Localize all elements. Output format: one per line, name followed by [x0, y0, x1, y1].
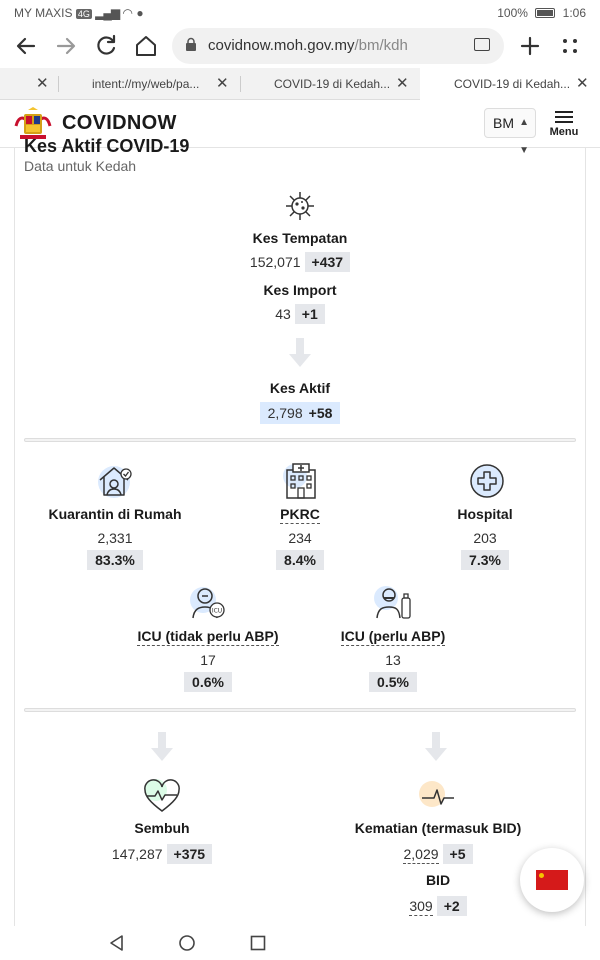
section-subtitle: Data untuk Kedah: [24, 158, 137, 174]
hospital-block: [410, 506, 560, 570]
icu-ventilator-value: 13: [385, 652, 401, 668]
recovered-block: [72, 820, 252, 864]
active-cases-box: [260, 402, 341, 424]
hospital-value: 203: [473, 530, 497, 546]
signal-icon: ▂▄▆: [95, 6, 120, 20]
battery-icon: [535, 8, 555, 18]
home-quarantine-value: 2,331: [97, 530, 133, 546]
icu-ventilator-icon: [374, 584, 414, 622]
section-divider: [24, 708, 576, 712]
active-cases-delta: +58: [308, 405, 333, 421]
pkrc-value: 234: [288, 530, 312, 546]
url-host: covidnow.moh.gov.my: [208, 37, 355, 54]
tab-label: intent://my/web/pa...: [92, 77, 200, 91]
pkrc-block: [220, 506, 380, 570]
tab-label: COVID-19 di Kedah...: [274, 77, 391, 91]
local-cases-label: Kes Tempatan: [252, 230, 348, 246]
local-cases-value: 152,071: [249, 254, 301, 270]
tab-2[interactable]: [58, 68, 240, 100]
address-bar[interactable]: [172, 28, 504, 64]
network-badge: 4G: [77, 9, 90, 19]
tab-strip: [0, 68, 600, 100]
home-quarantine-block: [30, 506, 200, 570]
message-icon: ●: [136, 6, 144, 20]
home-quarantine-percent: 83.3%: [87, 550, 143, 570]
browser-toolbar: [0, 24, 600, 68]
icu-ventilator-percent: 0.5%: [369, 672, 417, 692]
recovered-delta: +375: [167, 844, 213, 864]
section-divider: [24, 438, 576, 442]
menu-label: Menu: [549, 126, 579, 138]
url-text: [208, 37, 408, 54]
section-title: Kes Aktif COVID-19: [24, 136, 190, 156]
deaths-value[interactable]: 2,029: [403, 846, 439, 862]
icu-no-ventilator-percent: 0.6%: [184, 672, 232, 692]
bid-block: [338, 872, 538, 916]
arrow-down-icon: [288, 338, 312, 368]
battery-level: 100%: [497, 6, 528, 20]
wifi-icon: ◠: [122, 6, 133, 20]
content-area: [0, 136, 600, 926]
system-nav-bar: [0, 926, 600, 960]
hospital-percent: 7.3%: [461, 550, 509, 570]
icu-no-ventilator-value: 17: [200, 652, 216, 668]
home-quarantine-label: Kuarantin di Rumah: [48, 506, 182, 522]
icu-ventilator-block: [318, 628, 468, 692]
svg-text:ICU: ICU: [211, 607, 223, 615]
forward-arrow-icon[interactable]: [50, 30, 82, 62]
close-icon[interactable]: ✕: [216, 75, 229, 92]
heart-pulse-icon: [142, 778, 182, 814]
tab-4-active[interactable]: [420, 68, 600, 100]
recovered-value: 147,287: [111, 846, 163, 862]
home-quarantine-icon: [96, 462, 134, 500]
import-cases-block: [200, 282, 400, 324]
menu-button[interactable]: [546, 108, 582, 138]
bid-value[interactable]: 309: [409, 898, 433, 914]
import-cases-value: 43: [275, 306, 291, 322]
brand-name[interactable]: COVIDNOW: [62, 112, 177, 134]
hospital-cross-icon: [468, 462, 506, 500]
deaths-block: [338, 820, 538, 864]
active-cases-value: 2,798: [267, 405, 303, 421]
tab-1[interactable]: [0, 68, 58, 100]
icu-no-ventilator-label[interactable]: ICU (tidak perlu ABP): [137, 628, 279, 644]
local-cases-delta: +437: [305, 252, 351, 272]
arrow-down-icon: [150, 732, 174, 762]
local-cases-block: [200, 230, 400, 272]
hamburger-icon: [546, 111, 582, 123]
clock: 1:06: [562, 6, 586, 20]
screen-icon[interactable]: [474, 38, 490, 51]
flatline-pulse-icon: [418, 778, 458, 814]
pkrc-label[interactable]: PKRC: [280, 506, 320, 522]
recovered-label: Sembuh: [134, 820, 190, 836]
bid-label: BID: [425, 872, 451, 888]
icu-ventilator-label[interactable]: ICU (perlu ABP): [340, 628, 446, 644]
new-tab-icon[interactable]: [514, 30, 546, 62]
home-icon[interactable]: [130, 30, 162, 62]
tab-grid-icon[interactable]: [554, 30, 586, 62]
active-cases-block: [200, 380, 400, 424]
nav-back-icon[interactable]: [108, 934, 126, 952]
close-icon[interactable]: ✕: [576, 75, 589, 92]
hospital-label: Hospital: [457, 506, 513, 522]
back-arrow-icon[interactable]: [10, 30, 42, 62]
close-icon[interactable]: ✕: [36, 75, 49, 92]
icu-patient-icon: [189, 584, 227, 622]
active-cases-label: Kes Aktif: [269, 380, 331, 396]
url-path: /bm/kdh: [354, 37, 408, 54]
virus-icon: [284, 190, 316, 222]
deaths-delta: +5: [443, 844, 473, 864]
import-cases-delta: +1: [295, 304, 325, 324]
pkrc-percent: 8.4%: [276, 550, 324, 570]
icu-no-ventilator-block: [120, 628, 296, 692]
tab-label: COVID-19 di Kedah...: [454, 77, 571, 91]
language-value: BM: [493, 115, 514, 131]
tab-3[interactable]: [240, 68, 420, 100]
nav-home-icon[interactable]: [178, 934, 196, 952]
close-icon[interactable]: ✕: [396, 75, 409, 92]
pkrc-building-icon: [283, 462, 319, 500]
lock-icon: [186, 38, 196, 51]
language-select[interactable]: [484, 108, 536, 156]
deaths-label: Kematian (termasuk BID): [354, 820, 522, 836]
carrier-label: MY MAXIS: [14, 6, 73, 20]
bid-delta: +2: [437, 896, 467, 916]
import-cases-label: Kes Import: [263, 282, 337, 298]
status-bar: [0, 0, 600, 26]
arrow-down-icon: [424, 732, 448, 762]
flag-icon: [536, 870, 568, 890]
nav-recents-icon[interactable]: [249, 934, 267, 952]
reload-icon[interactable]: [90, 30, 122, 62]
floating-flag-button[interactable]: [520, 848, 584, 912]
sort-caret-icon: ▲ ▼: [519, 117, 529, 156]
